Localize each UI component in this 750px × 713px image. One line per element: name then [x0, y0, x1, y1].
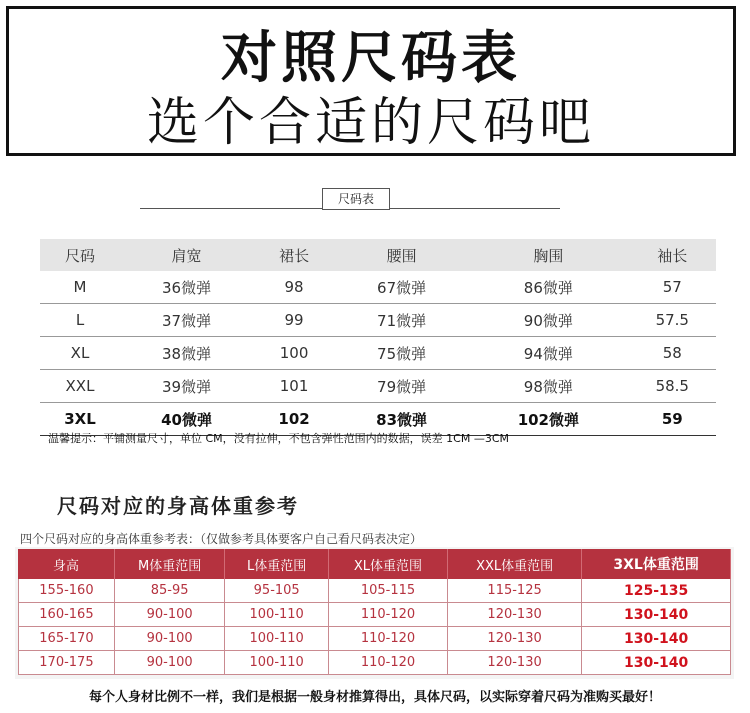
table-cell: 39微弹	[120, 370, 253, 403]
size-col-header: 肩宽	[120, 239, 253, 271]
table-cell: 115-125	[448, 579, 582, 603]
table-cell: 59	[629, 403, 716, 436]
reference-table	[18, 549, 731, 675]
table-row	[18, 627, 731, 651]
table-cell: 110-120	[329, 627, 448, 651]
table-cell: 90-100	[115, 603, 225, 627]
table-cell: 100-110	[225, 603, 329, 627]
table-cell: 86微弹	[468, 271, 628, 304]
table-cell: 79微弹	[335, 370, 468, 403]
table-cell: M	[40, 271, 120, 304]
table-cell: 98	[253, 271, 335, 304]
table-cell: 40微弹	[120, 403, 253, 436]
table-cell: 57.5	[629, 304, 716, 337]
reference-col-header: M体重范围	[115, 549, 225, 579]
page-title: 对照尺码表	[221, 26, 521, 91]
table-row	[40, 304, 716, 337]
table-cell: 130-140	[582, 603, 731, 627]
table-row	[40, 337, 716, 370]
table-cell: 165-170	[18, 627, 115, 651]
table-cell: 37微弹	[120, 304, 253, 337]
table-cell: 90微弹	[468, 304, 628, 337]
table-cell: 170-175	[18, 651, 115, 675]
measurement-note: 温馨提示：平铺测量尺寸，单位 CM，没有拉伸，不包含弹性范围内的数据，误差 1CM —3CM	[48, 432, 509, 445]
size-col-header: 袖长	[629, 239, 716, 271]
table-cell: 94微弹	[468, 337, 628, 370]
size-table	[40, 239, 716, 436]
size-col-header: 腰围	[335, 239, 468, 271]
table-cell: 85-95	[115, 579, 225, 603]
table-cell: 105-115	[329, 579, 448, 603]
table-cell: 100-110	[225, 651, 329, 675]
table-cell: 160-165	[18, 603, 115, 627]
table-cell: 36微弹	[120, 271, 253, 304]
table-cell: 155-160	[18, 579, 115, 603]
table-cell: 38微弹	[120, 337, 253, 370]
table-cell: 102	[253, 403, 335, 436]
table-cell: 90-100	[115, 651, 225, 675]
size-col-header: 裙长	[253, 239, 335, 271]
table-cell: 130-140	[582, 651, 731, 675]
table-cell: 120-130	[448, 603, 582, 627]
reference-col-header: 3XL体重范围	[582, 549, 731, 579]
table-row	[40, 271, 716, 304]
table-cell: 125-135	[582, 579, 731, 603]
table-cell: 98微弹	[468, 370, 628, 403]
reference-col-header: 身高	[18, 549, 115, 579]
table-cell: XL	[40, 337, 120, 370]
table-cell: 110-120	[329, 651, 448, 675]
reference-col-header: XL体重范围	[329, 549, 448, 579]
table-cell: XXL	[40, 370, 120, 403]
table-cell: 83微弹	[335, 403, 468, 436]
table-row	[40, 370, 716, 403]
size-col-header: 尺码	[40, 239, 120, 271]
table-cell: 130-140	[582, 627, 731, 651]
table-cell: 102微弹	[468, 403, 628, 436]
table-cell: 58.5	[629, 370, 716, 403]
reference-header-row	[18, 549, 731, 579]
table-cell: 57	[629, 271, 716, 304]
table-cell: 100	[253, 337, 335, 370]
table-cell: 120-130	[448, 627, 582, 651]
table-row	[18, 603, 731, 627]
table-cell: 101	[253, 370, 335, 403]
header-banner	[6, 6, 736, 156]
size-col-header: 胸围	[468, 239, 628, 271]
table-cell: 120-130	[448, 651, 582, 675]
table-cell: 100-110	[225, 627, 329, 651]
table-cell: 110-120	[329, 603, 448, 627]
table-cell: 3XL	[40, 403, 120, 436]
table-cell: 95-105	[225, 579, 329, 603]
table-cell: 58	[629, 337, 716, 370]
table-cell: 71微弹	[335, 304, 468, 337]
table-row	[18, 651, 731, 675]
size-table-header-row	[40, 239, 716, 271]
reference-title: 尺码对应的身高体重参考	[57, 494, 299, 518]
table-cell: L	[40, 304, 120, 337]
table-cell: 90-100	[115, 627, 225, 651]
reference-col-header: L体重范围	[225, 549, 329, 579]
size-table-label: 尺码表	[322, 188, 390, 210]
page-subtitle: 选个合适的尺码吧	[146, 93, 595, 153]
table-cell: 67微弹	[335, 271, 468, 304]
footer-note: 每个人身材比例不一样，我们是根据一般身材推算得出，具体尺码，以实际穿着尺码为准购买最好！	[88, 690, 661, 705]
reference-note: 四个尺码对应的身高体重参考表：（仅做参考具体要客户自己看尺码表决定）	[20, 532, 423, 546]
table-row	[18, 579, 731, 603]
reference-col-header: XXL体重范围	[448, 549, 582, 579]
table-cell: 99	[253, 304, 335, 337]
table-cell: 75微弹	[335, 337, 468, 370]
